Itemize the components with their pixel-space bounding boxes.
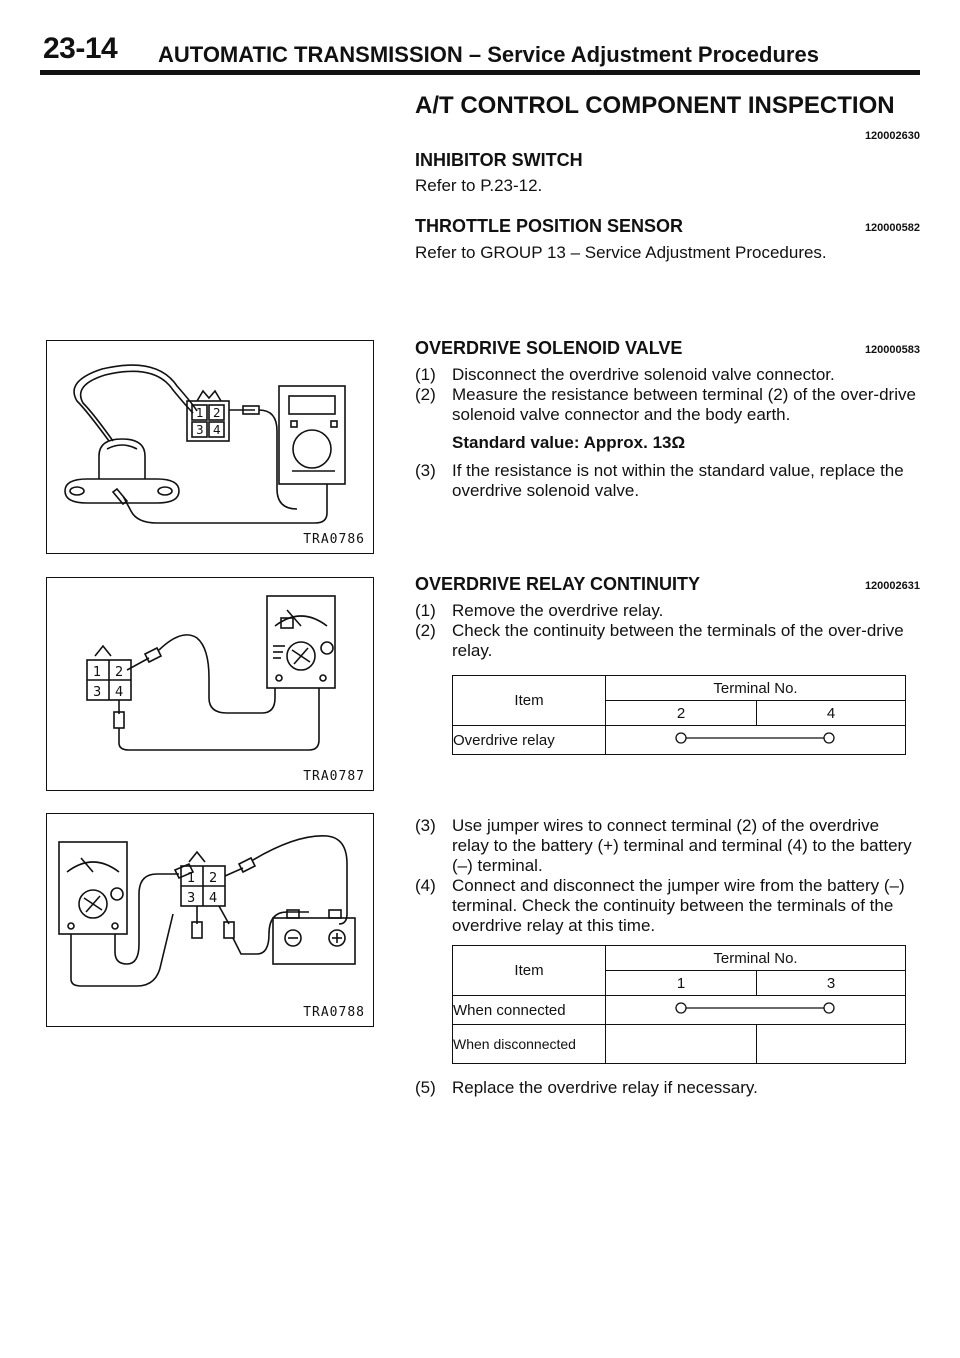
connector-terminal-4: 4: [213, 423, 221, 437]
relay2-terminal-1: 1: [187, 871, 196, 886]
solenoid-step-2: (2) Measure the resistance between terminal (2) of the over-drive solenoid valve connector and the body earth.: [415, 385, 916, 424]
relay-terminal-2: 2: [115, 665, 124, 680]
relay-step-3: (3) Use jumper wires to connect terminal (2) of the overdrive relay to the battery (+) terminal and terminal (4) to the battery (–) terminal.: [415, 816, 912, 875]
table1-col-b: 4: [757, 701, 906, 726]
relay2-terminal-2: 2: [209, 871, 218, 886]
table2-row1-label: When connected: [453, 996, 606, 1025]
relay-step-1: (1) Remove the overdrive relay.: [415, 601, 664, 620]
relay-steps-3-4: [415, 816, 920, 936]
connector-terminal-3: 3: [196, 423, 204, 437]
solenoid-step-3: (3) If the resistance is not within the standard value, replace the overdrive solenoid valve.: [415, 461, 904, 500]
solenoid-step-1: (1) Disconnect the overdrive solenoid valve connector.: [415, 365, 835, 384]
solenoid-code: 120000583: [864, 344, 920, 356]
relay2-terminal-3: 3: [187, 891, 196, 906]
relay-code: 120002631: [864, 580, 920, 592]
relay2-terminal-4: 4: [209, 891, 218, 906]
continuity-symbol: [606, 996, 904, 1020]
table2-col-b: 3: [757, 971, 906, 996]
figure-label: TRA0787: [303, 769, 365, 784]
figure-solenoid-valve: [46, 340, 374, 554]
connector-terminal-2: 2: [213, 406, 221, 420]
page-header: [40, 22, 920, 78]
table2-row2-label: When disconnected: [453, 1025, 606, 1064]
main-code: 120002630: [864, 130, 920, 142]
main-title: A/T CONTROL COMPONENT INSPECTION: [415, 92, 895, 119]
table2-col-a: 1: [606, 971, 757, 996]
header-title: AUTOMATIC TRANSMISSION – Service Adjustment Procedures: [158, 42, 819, 67]
relay-continuity-table: [452, 675, 906, 755]
relay-battery-illustration: [47, 814, 373, 1026]
solenoid-section: [415, 338, 920, 501]
inhibitor-section: [415, 150, 920, 196]
connector-terminal-1: 1: [196, 406, 204, 420]
page-number: 23-14: [43, 32, 118, 65]
relay-heading: OVERDRIVE RELAY CONTINUITY: [415, 574, 701, 594]
table2-row1-continuity: [606, 996, 906, 1025]
figure-relay-continuity: [46, 577, 374, 791]
solenoid-valve-illustration: [47, 341, 373, 553]
relay-step-5-section: [415, 1078, 920, 1098]
relay-terminal-4: 4: [115, 685, 124, 700]
figure-label: TRA0788: [303, 1005, 365, 1020]
inhibitor-heading: INHIBITOR SWITCH: [415, 150, 583, 170]
table1-item-header: Item: [453, 676, 606, 726]
throttle-code: 120000582: [864, 222, 920, 234]
solenoid-heading: OVERDRIVE SOLENOID VALVE: [415, 338, 683, 358]
relay-step-2: (2) Check the continuity between the terminals of the over-drive relay.: [415, 621, 904, 660]
relay-step-4: (4) Connect and disconnect the jumper wire from the battery (–) terminal. Check the continuity between the terminals of the overdrive relay at this time.: [415, 876, 905, 935]
relay-step-5: (5) Replace the overdrive relay if necessary.: [415, 1078, 758, 1097]
solenoid-standard-value: Standard value: Approx. 13Ω: [452, 433, 686, 452]
table1-row1-label: Overdrive relay: [453, 726, 606, 755]
table2-item-header: Item: [453, 946, 606, 996]
inhibitor-text: Refer to P.23-12.: [415, 176, 543, 195]
table2-row2-cell-b: [757, 1025, 906, 1064]
relay-terminal-1: 1: [93, 665, 102, 680]
table1-col-a: 2: [606, 701, 757, 726]
throttle-heading: THROTTLE POSITION SENSOR: [415, 216, 684, 236]
continuity-symbol: [606, 726, 904, 750]
table1-row1-continuity: [606, 726, 906, 755]
main-title-section: [415, 92, 920, 152]
figure-label: TRA0786: [303, 532, 365, 547]
table2-row2-cell-a: [606, 1025, 757, 1064]
relay-operation-table: [452, 945, 906, 1064]
relay-section: [415, 574, 920, 661]
relay-terminal-3: 3: [93, 685, 102, 700]
figure-relay-battery: [46, 813, 374, 1027]
header-rule: [40, 70, 920, 75]
table2-terminal-header: Terminal No.: [606, 946, 906, 971]
relay-continuity-illustration: [47, 578, 373, 790]
table1-terminal-header: Terminal No.: [606, 676, 906, 701]
throttle-section: [415, 216, 920, 263]
throttle-text: Refer to GROUP 13 – Service Adjustment Procedures.: [415, 243, 827, 262]
